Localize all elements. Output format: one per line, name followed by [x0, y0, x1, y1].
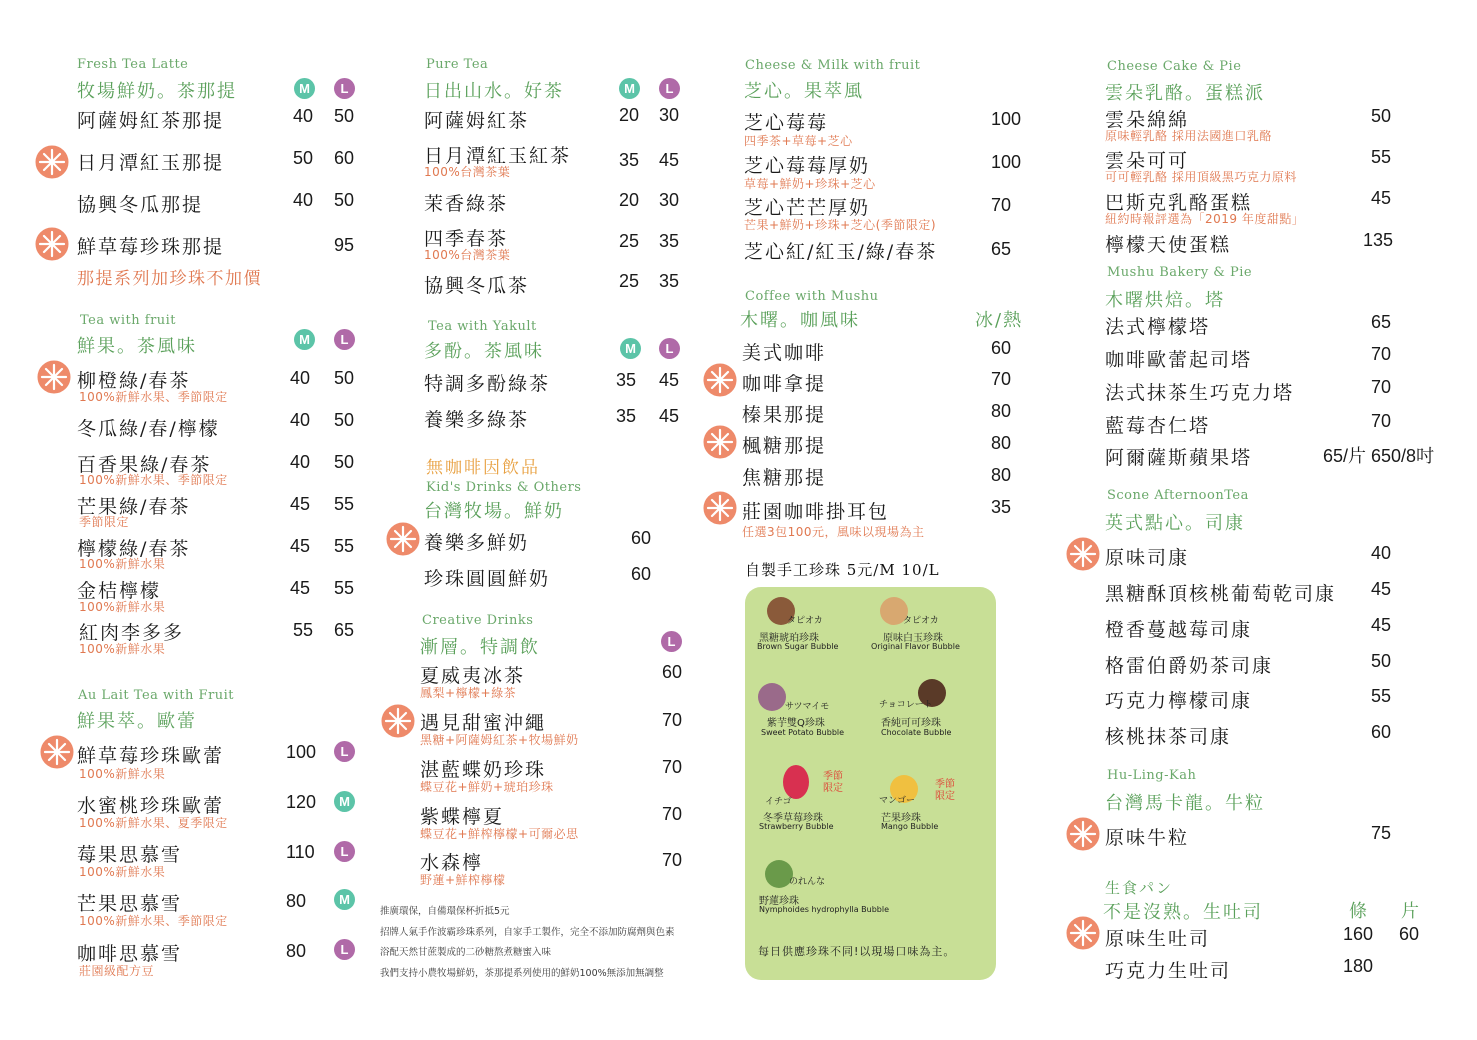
item-description: 100%新鮮水果 [79, 865, 166, 879]
menu-item-name: 芝心芒芒厚奶 [744, 197, 871, 219]
item-description: 原味輕乳酪 採用法國進口乳酪 [1105, 129, 1272, 143]
section-cn-title: 不是沒熟。生吐司 [1103, 902, 1263, 923]
size-m-badge: M [619, 78, 640, 99]
pearl-en-label: Sweet Potato Bubble [761, 728, 845, 737]
price: 60 [631, 564, 652, 584]
menu-item-name: 雲朵可可 [1105, 150, 1190, 172]
price-m: 40 [293, 190, 314, 210]
price: 100 [991, 109, 1022, 129]
price: 60 [631, 528, 652, 548]
menu-item-name: 格雷伯爵奶茶司康 [1105, 655, 1274, 677]
section-en-title: Creative Drinks [422, 613, 534, 628]
pearl-cn-label: 野蓮珍珠 [759, 896, 799, 907]
price: 70 [1371, 344, 1392, 364]
section-cn-title: 台灣牧場。鮮奶 [424, 501, 564, 522]
price-m: 55 [293, 620, 314, 640]
price-m: 45 [290, 536, 311, 556]
menu-item-name: 橙香蔓越莓司康 [1105, 619, 1253, 641]
price: 100 [286, 742, 317, 762]
item-description: 莊園級配方豆 [79, 964, 155, 978]
item-description: 任選3包100元，風味以現場為主 [742, 525, 925, 539]
recommended-icon [1066, 537, 1100, 571]
menu-item-name: 夏威夷冰茶 [420, 665, 526, 687]
section-en-title: Pure Tea [426, 57, 489, 72]
menu-item-name: 柳橙綠/春茶 [77, 370, 191, 392]
size-m-badge: M [334, 889, 355, 910]
item-description: 黑糖+阿薩姆紅茶+牧場鮮奶 [420, 733, 579, 747]
price: 70 [662, 757, 683, 777]
menu-item-name: 養樂多綠茶 [424, 409, 530, 431]
price: 70 [662, 804, 683, 824]
pearl-en-label: Brown Sugar Bubble [757, 642, 839, 651]
price-l: 50 [334, 452, 355, 472]
menu-item-name: 紫蝶檸夏 [420, 806, 505, 828]
recommended-icon [35, 145, 69, 179]
item-description: 四季茶+草莓+芝心 [744, 134, 853, 148]
item-description: 蝶豆花+鮮榨檸檬+可爾必思 [420, 827, 579, 841]
pearl-sweet-potato-icon [758, 683, 786, 711]
menu-item-name: 莓果思慕雪 [77, 844, 183, 866]
price-m: 35 [616, 370, 637, 390]
menu-item-name: 養樂多鮮奶 [424, 532, 530, 554]
price: 35 [991, 497, 1012, 517]
footnote: 我們支持小農牧場鮮奶，茶那提系列使用的鮮奶100%無添加無調整 [380, 968, 664, 979]
section-cn-title: 芝心。果萃風 [744, 81, 864, 102]
pearl-cn-label: 香純可可珍珠 [881, 718, 941, 729]
section-en-title: Mushu Bakery & Pie [1107, 265, 1253, 280]
size-l-badge: L [661, 631, 682, 652]
section-cn-title: 台灣馬卡龍。牛粒 [1105, 793, 1265, 814]
size-l-badge: L [659, 338, 680, 359]
recommended-icon [1066, 817, 1100, 851]
pearl-jp-label: のれんな [789, 877, 826, 887]
menu-item-name: 紅肉李多多 [79, 622, 185, 644]
section-en-title: Cheese & Milk with fruit [745, 58, 921, 73]
menu-item-name: 美式咖啡 [742, 342, 827, 364]
price-m: 40 [290, 410, 311, 430]
menu-item-name: 芝心莓莓 [744, 112, 829, 134]
footnote: 招牌人氣手作波霸珍珠系列，自家手工製作，完全不添加防腐劑與色素 [380, 927, 675, 938]
item-description: 100%新鮮水果、季節限定 [79, 390, 228, 404]
pearl-title: 自製手工珍珠 5元/M 10/L [745, 561, 940, 579]
price-m: 25 [619, 231, 640, 251]
price-m: 35 [619, 150, 640, 170]
menu-item-name: 榛果那提 [742, 404, 827, 426]
price: 65/片 650/8吋 [1323, 446, 1435, 466]
item-description: 100%台灣茶葉 [424, 248, 511, 262]
item-description: 100%新鮮水果 [79, 767, 166, 781]
section-en-title: Tea with fruit [80, 313, 177, 328]
price: 50 [1371, 651, 1392, 671]
price: 80 [991, 401, 1012, 421]
price-m: 40 [290, 452, 311, 472]
section-en-title: Fresh Tea Latte [77, 57, 189, 72]
menu-item-name: 咖啡拿提 [742, 373, 827, 395]
size-l-badge: L [334, 741, 355, 762]
size-m-badge: M [334, 791, 355, 812]
pearl-jp-label: タピオカ [903, 616, 939, 626]
recommended-icon [35, 227, 69, 261]
price-l: 30 [659, 105, 680, 125]
menu-item-name: 百香果綠/春茶 [77, 454, 212, 476]
size-m-badge: M [294, 78, 315, 99]
price: 70 [991, 369, 1012, 389]
recommended-icon [1066, 916, 1100, 950]
size-m-badge: M [294, 329, 315, 350]
pearl-en-label: Nymphoides hydrophylla Bubble [759, 905, 890, 914]
menu-item-name: 芝心莓莓厚奶 [744, 155, 871, 177]
menu-item-name: 咖啡歐蕾起司塔 [1105, 349, 1253, 371]
size-l-badge: L [659, 78, 680, 99]
section-cn-title: 日出山水。好茶 [424, 81, 564, 102]
price-l: 35 [659, 271, 680, 291]
pearl-cn-label: 紫芋雙Q珍珠 [767, 718, 825, 729]
price: 60 [662, 662, 683, 682]
item-description: 100%新鮮水果 [79, 642, 166, 656]
pearl-en-label: Chocolate Bubble [881, 728, 952, 737]
price-l: 65 [334, 620, 355, 640]
menu-item-name: 黑糖酥頂核桃葡萄乾司康 [1105, 583, 1337, 605]
menu-item-name: 水蜜桃珍珠歐蕾 [77, 795, 225, 817]
price: 100 [991, 152, 1022, 172]
price: 80 [286, 941, 307, 961]
recommended-icon [703, 425, 737, 459]
menu-item-name: 莊園咖啡掛耳包 [742, 501, 890, 523]
item-description: 草莓+鮮奶+珍珠+芝心 [744, 177, 876, 191]
menu-item-name: 藍莓杏仁塔 [1105, 415, 1211, 437]
price: 70 [1371, 411, 1392, 431]
menu-item-name: 法式檸檬塔 [1105, 316, 1211, 338]
section-en-title: Coffee with Mushu [745, 289, 879, 304]
size-m-badge: M [620, 338, 641, 359]
menu-item-name: 茉香綠茶 [424, 193, 509, 215]
item-description: 100%新鮮水果、夏季限定 [79, 816, 228, 830]
pearl-en-label: Strawberry Bubble [759, 822, 834, 831]
menu-item-name: 咖啡思慕雪 [77, 943, 183, 965]
price-m: 35 [616, 406, 637, 426]
item-description: 100%新鮮水果、季節限定 [79, 473, 228, 487]
price: 70 [1371, 377, 1392, 397]
menu-item-name: 阿爾薩斯蘋果塔 [1105, 447, 1253, 469]
section-en-title: Kid's Drinks & Others [426, 480, 582, 495]
menu-item-name: 特調多酚綠茶 [424, 373, 551, 395]
item-description: 紐約時報評選為「2019 年度甜點」 [1105, 212, 1305, 226]
price-l: 45 [659, 406, 680, 426]
price-m: 40 [290, 368, 311, 388]
price: 50 [1371, 106, 1392, 126]
item-description: 芒果+鮮奶+珍珠+芝心(季節限定) [744, 218, 937, 232]
section-cn-title: 漸層。特調飲 [420, 637, 540, 658]
menu-item-name: 芒果思慕雪 [77, 893, 183, 915]
price: 45 [1371, 579, 1392, 599]
item-description: 野蓮+鮮榨檸檬 [420, 873, 506, 887]
price: 65 [1371, 312, 1392, 332]
item-description: 蝶豆花+鮮奶+琥珀珍珠 [420, 780, 554, 794]
price: 110 [286, 842, 315, 862]
menu-item-name: 雲朵綿綿 [1105, 109, 1190, 131]
menu-item-name: 阿薩姆紅茶那提 [77, 110, 225, 132]
size-l-badge: L [334, 78, 355, 99]
item-description: 100%新鮮水果、季節限定 [79, 914, 228, 928]
price: 80 [991, 465, 1012, 485]
item-description: 100%新鮮水果 [79, 600, 166, 614]
price: 65 [991, 239, 1012, 259]
seasonal-label: 季節限定 [935, 779, 955, 802]
recommended-icon [40, 735, 74, 769]
footnote: 浴配天然甘蔗製成的二砂糖熬煮糖蜜入味 [380, 947, 552, 958]
price-m: 40 [293, 106, 314, 126]
price: 70 [662, 850, 683, 870]
menu-item-name: 檸檬綠/春茶 [77, 538, 191, 560]
menu-item-name: 巧克力檸檬司康 [1105, 690, 1253, 712]
price: 55 [1371, 686, 1392, 706]
price: 70 [991, 195, 1012, 215]
size-l-badge: L [334, 939, 355, 960]
menu-item-name: 楓糖那提 [742, 435, 827, 457]
price: 40 [1371, 543, 1392, 563]
section-cn-title: 牧場鮮奶。茶那提 [77, 81, 237, 102]
price-l: 50 [334, 190, 355, 210]
price-l: 45 [659, 370, 680, 390]
pearl-jp-label: タピオカ [787, 616, 823, 626]
section-en-title: Hu-Ling-Kah [1107, 768, 1197, 783]
price-l: 50 [334, 410, 355, 430]
menu-item-name: 湛藍蝶奶珍珠 [420, 759, 547, 781]
menu-item-name: 遇見甜蜜沖繩 [420, 712, 547, 734]
section-cn-title: 鮮果。茶風味 [77, 336, 197, 357]
pearl-cn-label: 原味白玉珍珠 [883, 633, 943, 644]
menu-item-name: 冬瓜綠/春/檸檬 [77, 418, 220, 440]
price-l: 55 [334, 494, 355, 514]
price-loaf: 180 [1343, 956, 1374, 976]
recommended-icon [37, 360, 71, 394]
price: 60 [1371, 722, 1392, 742]
menu-item-name: 鮮草莓珍珠那提 [77, 236, 225, 258]
section-note: 那提系列加珍珠不加價 [77, 269, 262, 289]
price-m: 25 [619, 271, 640, 291]
column-header-loaf: 條 [1349, 901, 1369, 922]
pearl-jp-label: サツマイモ [785, 702, 830, 712]
price-m: 20 [619, 105, 640, 125]
item-description: 鳳梨+檸檬+綠茶 [420, 686, 517, 700]
pearl-cn-label: 芒果珍珠 [881, 813, 921, 824]
price-m: 20 [619, 190, 640, 210]
price: 45 [1371, 615, 1392, 635]
price-l: 95 [334, 235, 355, 255]
section-title-caffeine-free: 無咖啡因飲品 [426, 458, 540, 478]
price-l: 50 [334, 368, 355, 388]
recommended-icon [386, 522, 420, 556]
price-l: 45 [659, 150, 680, 170]
price-l: 55 [334, 536, 355, 556]
footnote: 推廣環保，自備環保杯折抵5元 [380, 906, 510, 917]
price-l: 50 [334, 106, 355, 126]
menu-item-name: 鮮草莓珍珠歐蕾 [77, 745, 225, 767]
pearl-en-label: Original Flavor Bubble [871, 642, 960, 651]
price-m: 50 [293, 148, 314, 168]
recommended-icon [703, 363, 737, 397]
section-jp-title: 生食パン [1105, 879, 1174, 897]
menu-item-name: 四季春茶 [424, 228, 509, 250]
price-m: 45 [290, 578, 311, 598]
column-header-slice: 片 [1401, 901, 1421, 922]
menu-item-name: 芒果綠/春茶 [77, 496, 191, 518]
price: 45 [1371, 188, 1392, 208]
menu-item-name: 協興冬瓜茶 [424, 275, 530, 297]
menu-item-name: 協興冬瓜那提 [77, 194, 204, 216]
menu-item-name: 珍珠圓圓鮮奶 [424, 568, 551, 590]
menu-item-name: 金桔檸檬 [77, 580, 162, 602]
size-l-badge: L [334, 841, 355, 862]
price-m: 45 [290, 494, 311, 514]
menu-item-name: 日月潭紅玉紅茶 [424, 145, 572, 167]
price-l: 30 [659, 190, 680, 210]
price: 75 [1371, 823, 1392, 843]
section-cn-title: 雲朵乳酪。蛋糕派 [1105, 83, 1265, 104]
menu-item-name: 核桃抹茶司康 [1105, 726, 1232, 748]
price: 60 [991, 338, 1012, 358]
recommended-icon [703, 491, 737, 525]
section-cn-title: 木曙烘焙。塔 [1105, 290, 1225, 311]
item-description: 季節限定 [79, 515, 130, 529]
price: 70 [662, 710, 683, 730]
menu-item-name: 日月潭紅玉那提 [77, 152, 225, 174]
menu-item-name: 芝心紅/紅玉/綠/春茶 [744, 241, 938, 263]
pearl-cn-label: 黑糖琥珀珍珠 [759, 633, 819, 644]
price-loaf: 160 [1343, 924, 1374, 944]
pearl-jp-label: チョコレート [879, 700, 933, 710]
price: 80 [286, 891, 307, 911]
menu-item-name: 檸檬天使蛋糕 [1105, 234, 1232, 256]
menu-item-name: 原味牛粒 [1105, 827, 1190, 849]
pearl-cn-label: 冬季草莓珍珠 [763, 813, 823, 824]
menu-item-name: 阿薩姆紅茶 [424, 110, 530, 132]
ice-hot-label: 冰/熱 [975, 310, 1024, 331]
section-cn-title: 多酚。茶風味 [424, 341, 544, 362]
seasonal-label: 季節限定 [823, 771, 843, 794]
price-slice: 60 [1399, 924, 1420, 944]
item-description: 可可輕乳酪 採用頂級黑巧克力原料 [1105, 170, 1297, 184]
pearl-panel [745, 587, 996, 980]
section-cn-title: 木曙。咖風味 [740, 310, 860, 331]
section-cn-title: 鮮果萃。歐蕾 [77, 711, 197, 732]
size-l-badge: L [334, 329, 355, 350]
pearl-jp-label: マンゴー [879, 796, 916, 806]
menu-item-name: 水森檸 [420, 852, 484, 874]
price-l: 35 [659, 231, 680, 251]
item-description: 100%台灣茶葉 [424, 165, 511, 179]
price: 80 [991, 433, 1012, 453]
section-en-title: Au Lait Tea with Fruit [78, 688, 235, 703]
price-l: 60 [334, 148, 355, 168]
pearl-en-label: Mango Bubble [881, 822, 939, 831]
item-description: 100%新鮮水果 [79, 557, 166, 571]
menu-item-name: 法式抹茶生巧克力塔 [1105, 382, 1295, 404]
menu-item-name: 原味司康 [1105, 547, 1190, 569]
price-l: 55 [334, 578, 355, 598]
menu-item-name: 巴斯克乳酪蛋糕 [1105, 192, 1253, 214]
price: 135 [1363, 230, 1394, 250]
section-cn-title: 英式點心。司康 [1105, 513, 1245, 534]
section-en-title: Cheese Cake & Pie [1107, 59, 1242, 74]
section-en-title: Scone AfternoonTea [1107, 488, 1249, 503]
pearl-note: 每日供應珍珠不同!以現場口味為主。 [758, 945, 956, 958]
price: 55 [1371, 147, 1392, 167]
recommended-icon [381, 704, 415, 738]
pearl-jp-label: イチゴ [765, 797, 792, 807]
price: 120 [286, 792, 317, 812]
menu-item-name: 焦糖那提 [742, 467, 827, 489]
menu-item-name: 原味生吐司 [1105, 928, 1211, 950]
section-en-title: Tea with Yakult [428, 319, 537, 334]
menu-item-name: 巧克力生吐司 [1105, 960, 1232, 982]
